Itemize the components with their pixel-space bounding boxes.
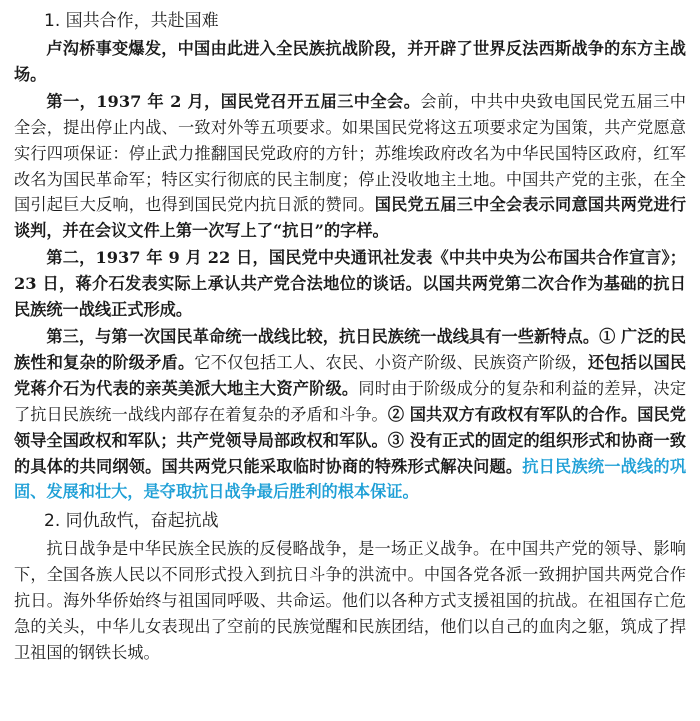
point-3-features: ② 国共双方有政权有军队的合作。国民党领导全国政权和军队；共产党领导局部政权和军队。③ 没有正式的固定的组织形式和协商一致的具体的共同纲领。国共两党只能采取临时协商的特殊形式解决问题。 (14, 404, 686, 476)
section-1-point-2: 第二，1937 年 9 月 22 日，国民党中央通讯社发表《中共中央为公布国共合作宣言》；23 日，蒋介石发表实际上承认共产党合法地位的谈话。以国共两党第二次合作为基础的抗日民族统一战线正式形成。 (14, 248, 686, 320)
section-1-point-1 (14, 89, 686, 244)
point-3-body-a: 它不仅包括工人、农民、小资产阶级、民族资产阶级， (194, 352, 588, 372)
point-3-body-b: 还包括以国民党蒋介石为代表的亲英美派大地主大资产阶级。 (14, 352, 687, 398)
point-1-heading: 第一，1937 年 2 月，国民党召开五届三中全会。 (46, 91, 421, 111)
section-2-title: 2. 同仇敌忾，奋起抗战 (44, 511, 219, 532)
point-1-body: 会前，中共中央致电国民党五届三中全会，提出停止内战、一致对外等五项要求。如果国民党将这五项要求定为国策，共产党愿意实行四项保证：停止武力推翻国民党政府的方针；苏维埃政府改名为中华民国特区政府，红军改名为国民革命军；特区实行彻底的民主制度；停止没收地主土地。中国共产党的主张，在全国引起巨大反响，也得到国民党内抗日派的赞同。 (14, 91, 686, 215)
section-1-title: 1. 国共合作，共赴国难 (44, 11, 219, 31)
section-2-body: 抗日战争是中华民族全民族的反侵略战争，是一场正义战争。在中国共产党的领导、影响下，全国各族人民以不同形式投入到抗日斗争的洪流中。中国各党各派一致拥护国共两党合作抗日。海外华侨始终与祖国同呼吸、共命运。他们以各种方式支援祖国的抗战。在祖国存亡危急的关头，中华儿女表现出了空前的民族觉醒和民族团结，他们以自己的血肉之躯，筑成了捍卫祖国的钢铁长城。 (14, 539, 686, 662)
point-1-conclusion: 国民党五届三中全会表示同意国共两党进行谈判，并在会议文件上第一次写上了“抗日”的字样。 (14, 195, 687, 241)
point-3-body-c: 同时由于阶级成分的复杂和利益的差异，决定了抗日民族统一战线内部存在着复杂的矛盾和斗争。 (14, 378, 687, 424)
key-conclusion-highlight: 抗日民族统一战线的巩固、发展和壮大，是夺取抗日战争最后胜利的根本保证。 (14, 456, 687, 502)
point-3-heading: 第三，与第一次国民革命统一战线比较，抗日民族统一战线具有一些新特点。① 广泛的民族性和复杂的阶级矛盾。 (14, 326, 686, 372)
section-1-intro: 卢沟桥事变爆发，中国由此进入全民族抗战阶段，并开辟了世界反法西斯战争的东方主战场。 (14, 39, 686, 84)
section-1-point-3 (14, 324, 686, 505)
